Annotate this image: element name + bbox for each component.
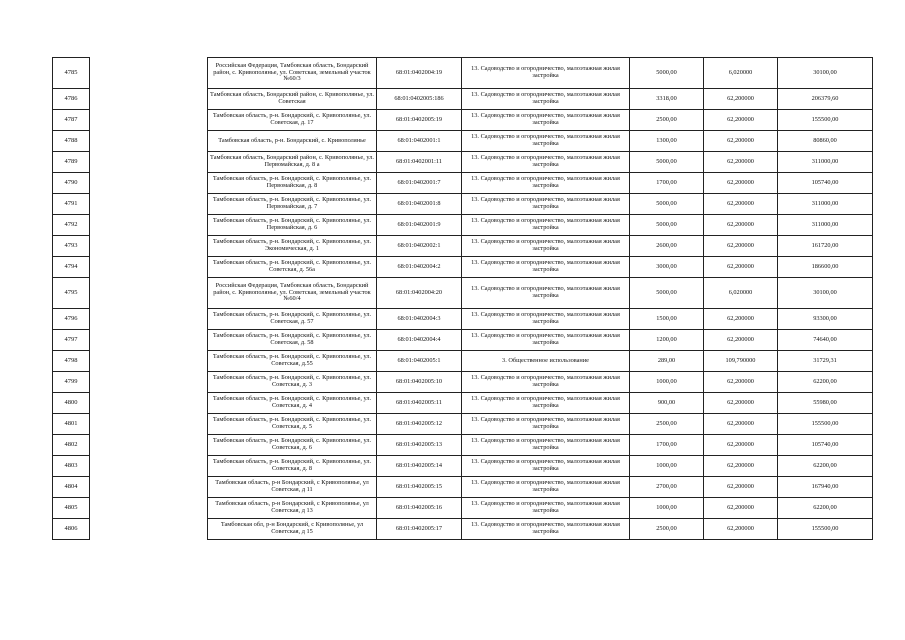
spacer-cell — [90, 372, 208, 393]
area-cell: 2600,00 — [630, 236, 704, 257]
land-use-cell: 13. Садоводство и огородничество, малоэтажная жилая застройка — [462, 194, 630, 215]
cadastral-value-cell: 62200,00 — [778, 498, 873, 519]
address-cell: Тамбовская область, р-н. Бондарский, с. Кривополянье, ул. Первомайская, д. 8 — [208, 173, 377, 194]
address-cell: Российская Федерация, Тамбовская область, Бондарский район, с. Кривополянье, ул. Советская, земельный участок №60/4 — [208, 278, 377, 309]
land-use-cell: 13. Садоводство и огородничество, малоэтажная жилая застройка — [462, 372, 630, 393]
area-cell: 1700,00 — [630, 435, 704, 456]
area-cell: 1200,00 — [630, 330, 704, 351]
cadastral-number-cell: 68:01:0402005:19 — [377, 110, 462, 131]
specific-value-cell: 62,200000 — [704, 194, 778, 215]
cadastral-value-cell: 31729,31 — [778, 351, 873, 372]
specific-value-cell: 62,200000 — [704, 173, 778, 194]
land-use-cell: 13. Садоводство и огородничество, малоэтажная жилая застройка — [462, 236, 630, 257]
specific-value-cell: 6,020000 — [704, 58, 778, 89]
land-use-cell: 13. Садоводство и огородничество, малоэтажная жилая застройка — [462, 131, 630, 152]
row-number-cell: 4793 — [53, 236, 90, 257]
land-use-cell: 13. Садоводство и огородничество, малоэтажная жилая застройка — [462, 89, 630, 110]
land-use-cell: 13. Садоводство и огородничество, малоэтажная жилая застройка — [462, 278, 630, 309]
land-use-cell: 13. Садоводство и огородничество, малоэтажная жилая застройка — [462, 498, 630, 519]
table-row — [53, 498, 873, 519]
land-use-cell: 13. Садоводство и огородничество, малоэтажная жилая застройка — [462, 456, 630, 477]
row-number-cell: 4803 — [53, 456, 90, 477]
spacer-cell — [90, 309, 208, 330]
spacer-cell — [90, 257, 208, 278]
row-number-cell: 4798 — [53, 351, 90, 372]
address-cell: Тамбовская область, р-н. Бондарский, с. Кривополянье, ул. Экономическая, д. 1 — [208, 236, 377, 257]
area-cell: 2500,00 — [630, 110, 704, 131]
table-row — [53, 110, 873, 131]
address-cell: Тамбовская область, р-н. Бондарский, с. Кривополянье, ул. Советская, д. 58 — [208, 330, 377, 351]
area-cell: 289,00 — [630, 351, 704, 372]
table-row — [53, 278, 873, 309]
specific-value-cell: 62,200000 — [704, 414, 778, 435]
land-use-cell: 3. Общественное использование — [462, 351, 630, 372]
specific-value-cell: 62,200000 — [704, 110, 778, 131]
area-cell: 2500,00 — [630, 519, 704, 540]
row-number-cell: 4787 — [53, 110, 90, 131]
cadastral-number-cell: 68:01:0402004:19 — [377, 58, 462, 89]
cadastral-value-cell: 30100,00 — [778, 58, 873, 89]
row-number-cell: 4800 — [53, 393, 90, 414]
cadastral-value-cell: 161720,00 — [778, 236, 873, 257]
spacer-cell — [90, 131, 208, 152]
specific-value-cell: 62,200000 — [704, 215, 778, 236]
cadastral-value-cell: 55980,00 — [778, 393, 873, 414]
spacer-cell — [90, 351, 208, 372]
address-cell: Тамбовская область, р-н. Бондарский, с. Кривополянье, ул. Первомайская, д. 6 — [208, 215, 377, 236]
cadastral-value-cell: 93300,00 — [778, 309, 873, 330]
area-cell: 1000,00 — [630, 372, 704, 393]
address-cell: Тамбовская область, р-н. Бондарский, с. Кривополянье, ул. Советская, д. 17 — [208, 110, 377, 131]
spacer-cell — [90, 393, 208, 414]
area-cell: 2500,00 — [630, 414, 704, 435]
cadastral-value-cell: 62200,00 — [778, 372, 873, 393]
spacer-cell — [90, 435, 208, 456]
land-use-cell: 13. Садоводство и огородничество, малоэтажная жилая застройка — [462, 435, 630, 456]
spacer-cell — [90, 110, 208, 131]
area-cell: 5000,00 — [630, 152, 704, 173]
land-use-cell: 13. Садоводство и огородничество, малоэтажная жилая застройка — [462, 519, 630, 540]
cadastral-number-cell: 68:01:0402005:11 — [377, 393, 462, 414]
row-number-cell: 4796 — [53, 309, 90, 330]
cadastral-number-cell: 68:01:0402005:14 — [377, 456, 462, 477]
address-cell: Тамбовская область, р-н. Бондарский, с. Кривополянье, ул. Советская, д.55 — [208, 351, 377, 372]
spacer-cell — [90, 89, 208, 110]
cadastral-value-cell: 311000,00 — [778, 152, 873, 173]
cadastral-number-cell: 68:01:0402001:7 — [377, 173, 462, 194]
cadastral-value-cell: 74640,00 — [778, 330, 873, 351]
area-cell: 5000,00 — [630, 194, 704, 215]
spacer-cell — [90, 477, 208, 498]
spacer-cell — [90, 330, 208, 351]
specific-value-cell: 62,200000 — [704, 372, 778, 393]
cadastral-number-cell: 68:01:0402004:2 — [377, 257, 462, 278]
cadastral-value-cell: 311000,00 — [778, 215, 873, 236]
table-row — [53, 351, 873, 372]
table-row — [53, 372, 873, 393]
table-row — [53, 330, 873, 351]
cadastral-number-cell: 68:01:0402005:12 — [377, 414, 462, 435]
row-number-cell: 4805 — [53, 498, 90, 519]
cadastral-number-cell: 68:01:0402002:1 — [377, 236, 462, 257]
specific-value-cell: 62,200000 — [704, 393, 778, 414]
specific-value-cell: 109,790000 — [704, 351, 778, 372]
row-number-cell: 4792 — [53, 215, 90, 236]
area-cell: 1700,00 — [630, 173, 704, 194]
spacer-cell — [90, 278, 208, 309]
row-number-cell: 4785 — [53, 58, 90, 89]
row-number-cell: 4789 — [53, 152, 90, 173]
specific-value-cell: 62,200000 — [704, 519, 778, 540]
area-cell: 3318,00 — [630, 89, 704, 110]
cadastral-number-cell: 68:01:0402005:16 — [377, 498, 462, 519]
spacer-cell — [90, 215, 208, 236]
table-row — [53, 236, 873, 257]
specific-value-cell: 62,200000 — [704, 456, 778, 477]
area-cell: 5000,00 — [630, 215, 704, 236]
area-cell: 1000,00 — [630, 456, 704, 477]
address-cell: Тамбовская область, р-н. Бондарский, с. Кривополянье, ул. Советская, д. 4 — [208, 393, 377, 414]
area-cell: 2700,00 — [630, 477, 704, 498]
area-cell: 1500,00 — [630, 309, 704, 330]
spacer-cell — [90, 58, 208, 89]
address-cell: Тамбовская область, р-н. Бондарский, с. Кривополянье, ул. Советская, д. 5 — [208, 414, 377, 435]
table-row — [53, 194, 873, 215]
address-cell: Российская Федерация, Тамбовская область, Бондарский район, с. Кривополянье, ул. Советская, земельный участок №60/3 — [208, 58, 377, 89]
row-number-cell: 4788 — [53, 131, 90, 152]
land-use-cell: 13. Садоводство и огородничество, малоэтажная жилая застройка — [462, 173, 630, 194]
area-cell: 5000,00 — [630, 278, 704, 309]
table-row — [53, 414, 873, 435]
row-number-cell: 4804 — [53, 477, 90, 498]
area-cell: 1300,00 — [630, 131, 704, 152]
row-number-cell: 4806 — [53, 519, 90, 540]
specific-value-cell: 62,200000 — [704, 498, 778, 519]
specific-value-cell: 62,200000 — [704, 435, 778, 456]
specific-value-cell: 62,200000 — [704, 330, 778, 351]
cadastral-value-cell: 80860,00 — [778, 131, 873, 152]
table-row — [53, 89, 873, 110]
row-number-cell: 4802 — [53, 435, 90, 456]
table-row — [53, 58, 873, 89]
address-cell: Тамбовская область, р-н. Бондарский, с. Кривополянье — [208, 131, 377, 152]
table-row — [53, 456, 873, 477]
spacer-cell — [90, 414, 208, 435]
land-use-cell: 13. Садоводство и огородничество, малоэтажная жилая застройка — [462, 393, 630, 414]
area-cell: 1000,00 — [630, 498, 704, 519]
specific-value-cell: 62,200000 — [704, 477, 778, 498]
specific-value-cell: 62,200000 — [704, 236, 778, 257]
table-row — [53, 257, 873, 278]
cadastral-number-cell: 68:01:0402005:1 — [377, 351, 462, 372]
address-cell: Тамбовская область, р-н Бондарский, с Кривополянье, ул Советская, д 13 — [208, 498, 377, 519]
cadastral-number-cell: 68:01:0402001:9 — [377, 215, 462, 236]
spacer-cell — [90, 236, 208, 257]
address-cell: Тамбовская область, р-н. Бондарский, с. Кривополянье, ул. Советская, д. 56а — [208, 257, 377, 278]
cadastral-value-cell: 186600,00 — [778, 257, 873, 278]
row-number-cell: 4801 — [53, 414, 90, 435]
address-cell: Тамбовская область, р-н. Бондарский, с. Кривополянье, ул. Советская, д. 6 — [208, 435, 377, 456]
table-row — [53, 519, 873, 540]
table-row — [53, 131, 873, 152]
cadastral-number-cell: 68:01:0402004:3 — [377, 309, 462, 330]
cadastral-value-cell: 62200,00 — [778, 456, 873, 477]
cadastral-number-cell: 68:01:0402001:11 — [377, 152, 462, 173]
cadastral-value-cell: 105740,00 — [778, 173, 873, 194]
address-cell: Тамбовская область, р-н. Бондарский, с. Кривополянье, ул. Советская, д. 8 — [208, 456, 377, 477]
land-use-cell: 13. Садоводство и огородничество, малоэтажная жилая застройка — [462, 477, 630, 498]
cadastral-value-cell: 30100,00 — [778, 278, 873, 309]
table-row — [53, 215, 873, 236]
address-cell: Тамбовская область, Бондарский район, с. Кривополянье, ул. Первомайская, д. 8 а — [208, 152, 377, 173]
row-number-cell: 4791 — [53, 194, 90, 215]
row-number-cell: 4794 — [53, 257, 90, 278]
address-cell: Тамбовская область, р-н. Бондарский, с. Кривополянье, ул. Советская, д. 57 — [208, 309, 377, 330]
cadastral-number-cell: 68:01:0402004:4 — [377, 330, 462, 351]
cadastral-value-cell: 155500,00 — [778, 110, 873, 131]
spacer-cell — [90, 456, 208, 477]
address-cell: Тамбовская обл, р-н Бондарский, с Кривополянье, ул Советская, д 15 — [208, 519, 377, 540]
table-body — [53, 58, 873, 540]
specific-value-cell: 62,200000 — [704, 257, 778, 278]
cadastral-number-cell: 68:01:0402005:10 — [377, 372, 462, 393]
specific-value-cell: 62,200000 — [704, 309, 778, 330]
area-cell: 3000,00 — [630, 257, 704, 278]
land-use-cell: 13. Садоводство и огородничество, малоэтажная жилая застройка — [462, 257, 630, 278]
land-use-cell: 13. Садоводство и огородничество, малоэтажная жилая застройка — [462, 414, 630, 435]
spacer-cell — [90, 152, 208, 173]
row-number-cell: 4795 — [53, 278, 90, 309]
cadastral-number-cell: 68:01:0402005:13 — [377, 435, 462, 456]
cadastral-value-cell: 311000,00 — [778, 194, 873, 215]
specific-value-cell: 6,020000 — [704, 278, 778, 309]
land-use-cell: 13. Садоводство и огородничество, малоэтажная жилая застройка — [462, 215, 630, 236]
specific-value-cell: 62,200000 — [704, 152, 778, 173]
cadastral-number-cell: 68:01:0402005:15 — [377, 477, 462, 498]
row-number-cell: 4799 — [53, 372, 90, 393]
cadastral-value-table — [52, 57, 873, 540]
address-cell: Тамбовская область, р-н. Бондарский, с. Кривополянье, ул. Первомайская, д. 7 — [208, 194, 377, 215]
table-row — [53, 309, 873, 330]
address-cell: Тамбовская область, р-н Бондарский, с Кривополянье, ул Советская, д 11 — [208, 477, 377, 498]
spacer-cell — [90, 498, 208, 519]
table-row — [53, 393, 873, 414]
specific-value-cell: 62,200000 — [704, 89, 778, 110]
cadastral-number-cell: 68:01:0402001:1 — [377, 131, 462, 152]
cadastral-number-cell: 68:01:0402005:17 — [377, 519, 462, 540]
land-use-cell: 13. Садоводство и огородничество, малоэтажная жилая застройка — [462, 330, 630, 351]
cadastral-value-cell: 155500,00 — [778, 414, 873, 435]
cadastral-number-cell: 68:01:0402005:186 — [377, 89, 462, 110]
land-use-cell: 13. Садоводство и огородничество, малоэтажная жилая застройка — [462, 152, 630, 173]
row-number-cell: 4790 — [53, 173, 90, 194]
cadastral-number-cell: 68:01:0402001:8 — [377, 194, 462, 215]
row-number-cell: 4786 — [53, 89, 90, 110]
cadastral-value-cell: 105740,00 — [778, 435, 873, 456]
area-cell: 900,00 — [630, 393, 704, 414]
spacer-cell — [90, 194, 208, 215]
row-number-cell: 4797 — [53, 330, 90, 351]
cadastral-value-cell: 155500,00 — [778, 519, 873, 540]
specific-value-cell: 62,200000 — [704, 131, 778, 152]
cadastral-value-cell: 206379,60 — [778, 89, 873, 110]
table-row — [53, 173, 873, 194]
cadastral-value-cell: 167940,00 — [778, 477, 873, 498]
land-use-cell: 13. Садоводство и огородничество, малоэтажная жилая застройка — [462, 110, 630, 131]
cadastral-number-cell: 68:01:0402004:20 — [377, 278, 462, 309]
table-row — [53, 435, 873, 456]
address-cell: Тамбовская область, Бондарский район, с. Кривополянье, ул. Советская — [208, 89, 377, 110]
land-use-cell: 13. Садоводство и огородничество, малоэтажная жилая застройка — [462, 309, 630, 330]
land-use-cell: 13. Садоводство и огородничество, малоэтажная жилая застройка — [462, 58, 630, 89]
address-cell: Тамбовская область, р-н. Бондарский, с. Кривополянье, ул. Советская, д. 3 — [208, 372, 377, 393]
table-row — [53, 477, 873, 498]
spacer-cell — [90, 173, 208, 194]
area-cell: 5000,00 — [630, 58, 704, 89]
table-row — [53, 152, 873, 173]
spacer-cell — [90, 519, 208, 540]
